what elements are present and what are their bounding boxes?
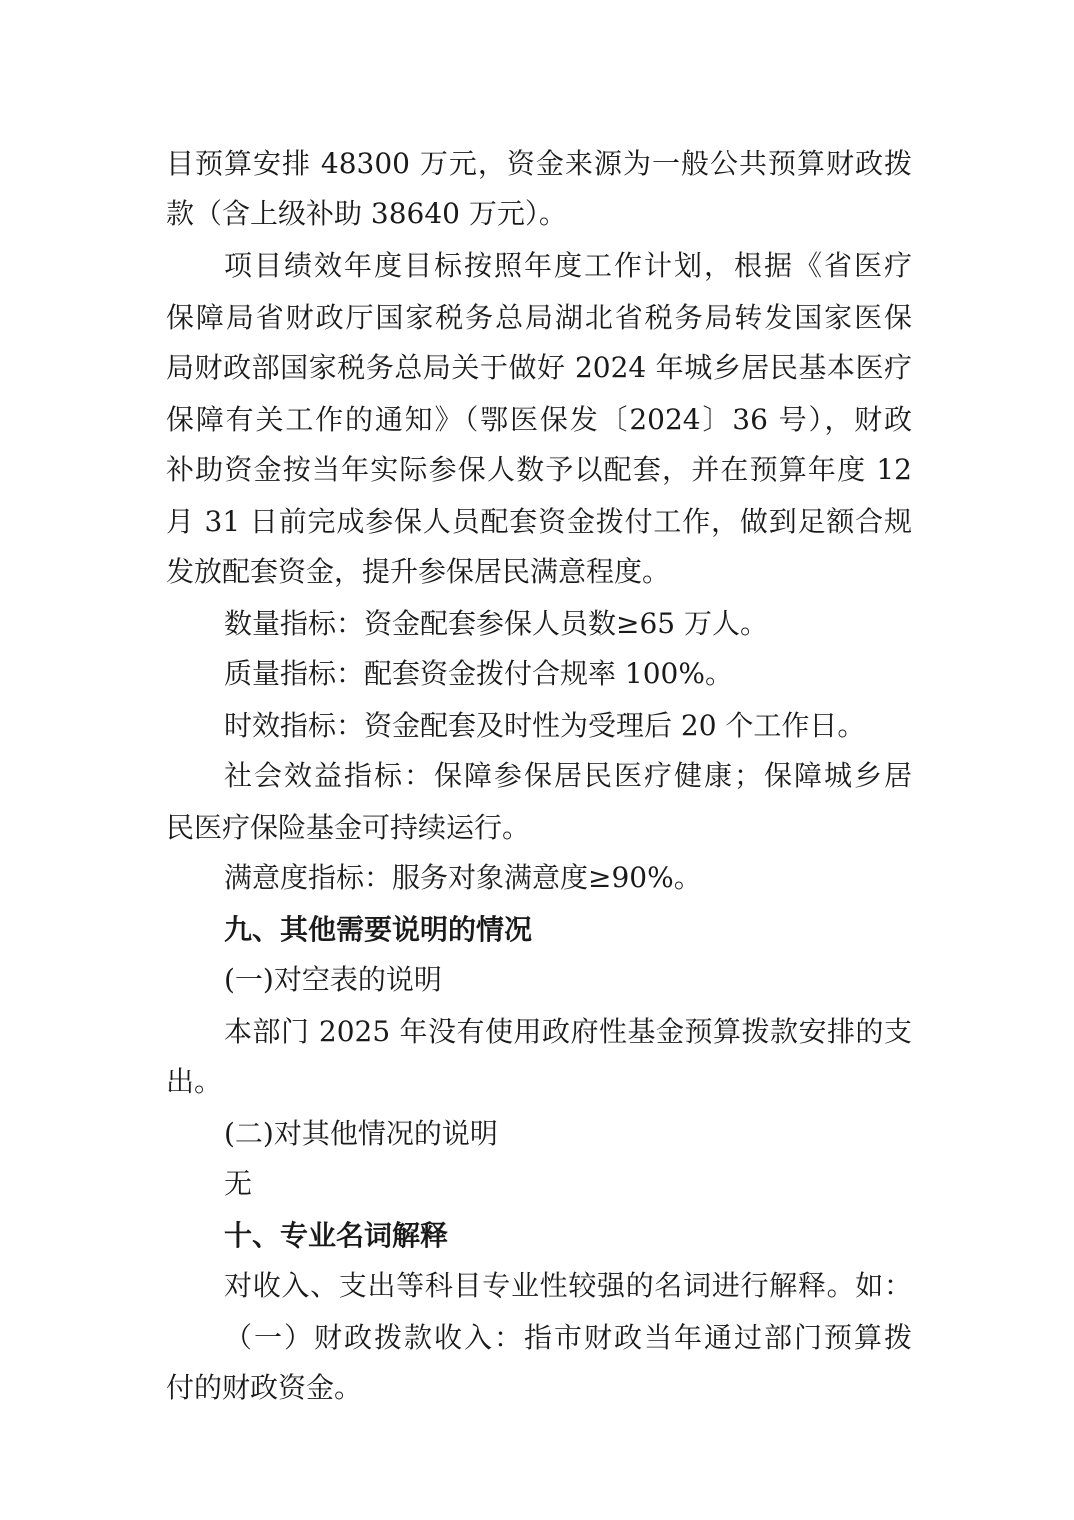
section-heading-ten: 十、专业名词解释 (224, 1219, 449, 1252)
paragraph-none: 无 (224, 1167, 253, 1200)
paragraph-line-2: 款（含上级补助 38640 万元）。 (166, 197, 567, 230)
subsection-other: (二)对其他情况的说明 (224, 1117, 498, 1150)
indicator-quantity: 数量指标：资金配套参保人员数≥65 万人。 (224, 607, 768, 640)
subsection-empty-tables: (一)对空表的说明 (224, 963, 442, 996)
indicator-timeliness: 时效指标：资金配套及时性为受理后 20 个工作日。 (224, 709, 866, 742)
paragraph-empty-tables: 本部门 2025 年没有使用政府性基金预算拨款安排的支 (224, 1015, 912, 1048)
indicator-social-benefit-cont: 民医疗保险基金可持续运行。 (166, 811, 531, 844)
indicator-satisfaction: 满意度指标：服务对象满意度≥90%。 (224, 861, 702, 894)
indicator-social-benefit: 社会效益指标：保障参保居民医疗健康；保障城乡居 (224, 759, 912, 792)
paragraph-term-1-cont: 付的财政资金。 (166, 1371, 363, 1404)
indicator-quality: 质量指标：配套资金拨付合规率 100%。 (224, 657, 733, 690)
paragraph-line-6: 保障有关工作的通知》（鄂医保发〔2024〕36 号），财政 (166, 403, 912, 436)
paragraph-line-7: 补助资金按当年实际参保人数予以配套，并在预算年度 12 (166, 453, 912, 486)
paragraph-term-1: （一）财政拨款收入：指市财政当年通过部门预算拨 (224, 1321, 912, 1354)
section-heading-nine: 九、其他需要说明的情况 (224, 913, 533, 946)
paragraph-line-9: 发放配套资金，提升参保居民满意程度。 (166, 555, 671, 588)
paragraph-line-5: 局财政部国家税务总局关于做好 2024 年城乡居民基本医疗 (166, 351, 912, 384)
paragraph-line-1: 目预算安排 48300 万元，资金来源为一般公共预算财政拨 (166, 147, 912, 180)
paragraph-terms-intro: 对收入、支出等科目专业性较强的名词进行解释。如： (224, 1269, 912, 1302)
paragraph-line-3: 项目绩效年度目标按照年度工作计划，根据《省医疗 (224, 249, 912, 282)
paragraph-line-8: 月 31 日前完成参保人员配套资金拨付工作，做到足额合规 (166, 505, 912, 538)
paragraph-line-4: 保障局省财政厅国家税务总局湖北省税务局转发国家医保 (166, 301, 912, 334)
paragraph-empty-tables-cont: 出。 (166, 1065, 223, 1098)
